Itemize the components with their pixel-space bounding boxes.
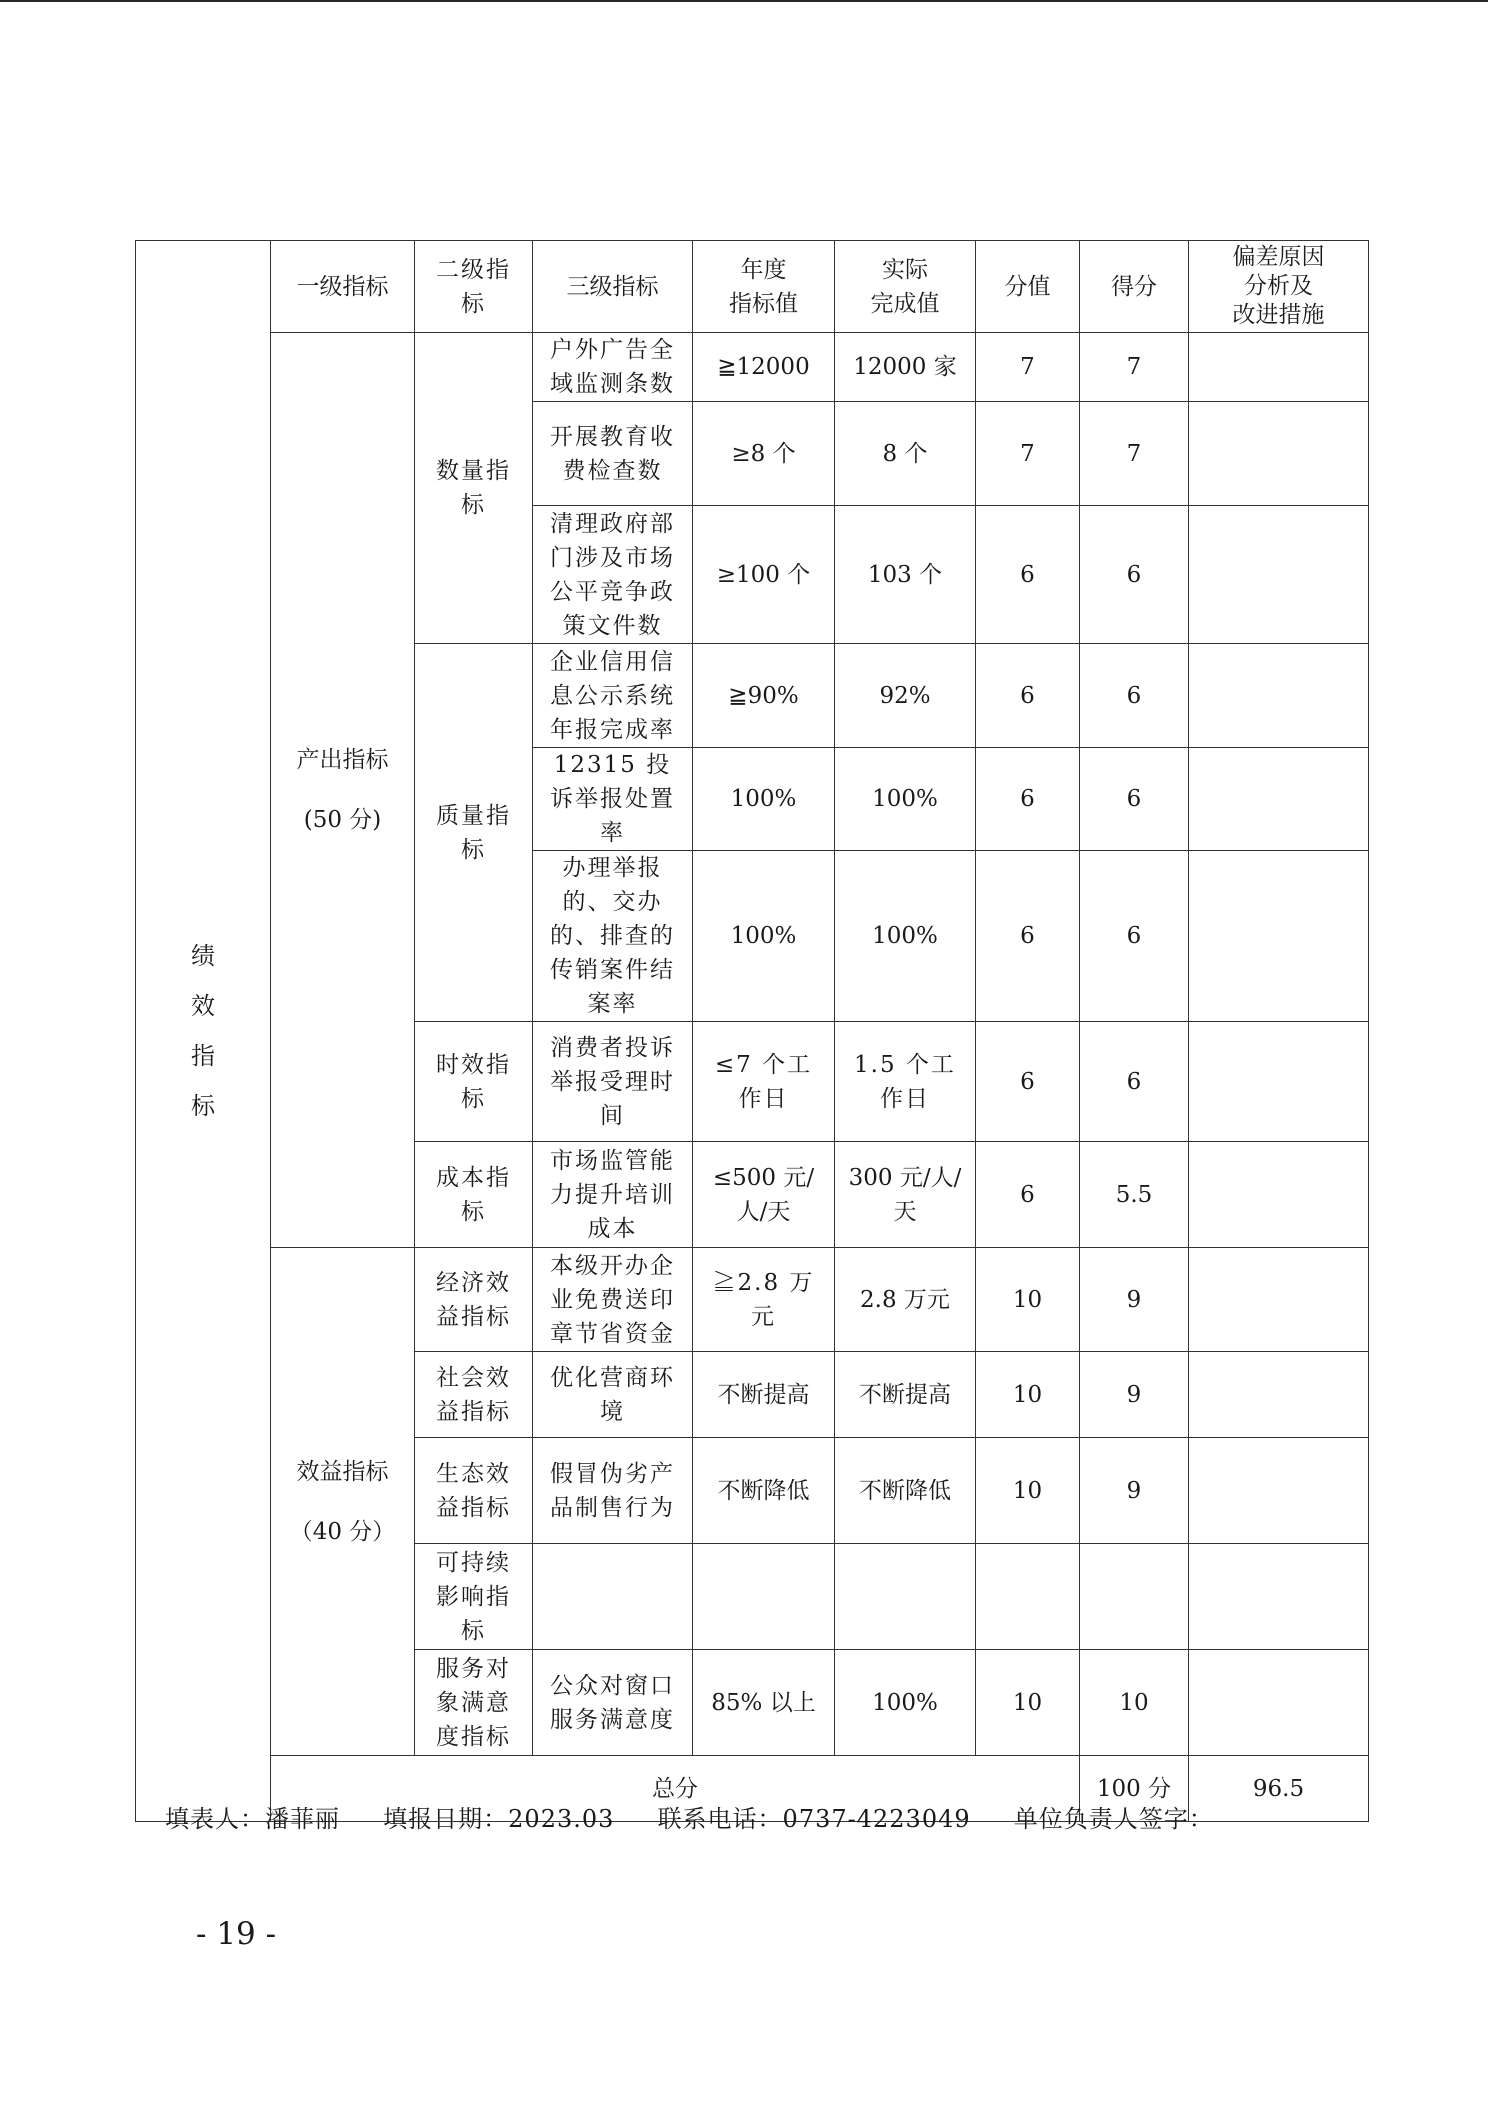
- score-cell: 6: [1080, 506, 1189, 644]
- target-cell: 不断降低: [693, 1438, 835, 1544]
- filler-name: 填表人：潘菲丽: [165, 1805, 340, 1833]
- actual-cell: 92%: [835, 644, 976, 748]
- points-cell: 6: [976, 748, 1080, 851]
- subgroup-satisfaction: 服务对象满意度指标: [415, 1650, 533, 1756]
- target-cell: ≧2.8 万元: [693, 1248, 835, 1352]
- header-points: 分值: [976, 241, 1080, 333]
- score-cell: 6: [1080, 851, 1189, 1022]
- performance-indicator-table: [135, 240, 1369, 1822]
- total-points: 100 分: [1080, 1756, 1189, 1822]
- note-cell: [1189, 1438, 1369, 1544]
- indicator-cell: 企业信用信息公示系统年报完成率: [533, 644, 693, 748]
- actual-cell: 100%: [835, 851, 976, 1022]
- subgroup-quality: 质量指标: [415, 644, 533, 1022]
- target-cell: ≧90%: [693, 644, 835, 748]
- note-cell: [1189, 402, 1369, 506]
- actual-cell: 1.5 个工作日: [835, 1022, 976, 1142]
- points-cell: 10: [976, 1248, 1080, 1352]
- actual-cell: 2.8 万元: [835, 1248, 976, 1352]
- subgroup-cost: 成本指标: [415, 1142, 533, 1248]
- target-cell: ≤7 个工作日: [693, 1022, 835, 1142]
- header-annual-target: 年度 指标值: [693, 241, 835, 333]
- note-cell: [1189, 1544, 1369, 1650]
- note-cell: [1189, 1142, 1369, 1248]
- note-cell: [1189, 333, 1369, 402]
- score-cell: 9: [1080, 1352, 1189, 1438]
- table-row: [136, 1248, 1369, 1352]
- actual-cell: 100%: [835, 748, 976, 851]
- header-actual: 实际 完成值: [835, 241, 976, 333]
- points-cell: 7: [976, 333, 1080, 402]
- target-cell: 85% 以上: [693, 1650, 835, 1756]
- target-cell: 100%: [693, 748, 835, 851]
- total-label: 总分: [271, 1756, 1080, 1822]
- target-cell: ≥8 个: [693, 402, 835, 506]
- actual-cell: 100%: [835, 1650, 976, 1756]
- points-cell: [976, 1544, 1080, 1650]
- header-level3: 三级指标: [533, 241, 693, 333]
- actual-cell: 8 个: [835, 402, 976, 506]
- points-cell: 6: [976, 506, 1080, 644]
- note-cell: [1189, 506, 1369, 644]
- category-label: 绩效指标: [191, 942, 215, 1120]
- actual-cell: 不断降低: [835, 1438, 976, 1544]
- score-cell: 9: [1080, 1248, 1189, 1352]
- indicator-cell: 消费者投诉举报受理时间: [533, 1022, 693, 1142]
- points-cell: 10: [976, 1650, 1080, 1756]
- actual-cell: 不断提高: [835, 1352, 976, 1438]
- points-cell: 6: [976, 851, 1080, 1022]
- form-footer: [165, 1799, 1214, 1834]
- note-cell: [1189, 1650, 1369, 1756]
- indicator-cell: 户外广告全域监测条数: [533, 333, 693, 402]
- group-label: 效益指标: [296, 1458, 389, 1485]
- note-cell: [1189, 748, 1369, 851]
- points-cell: 10: [976, 1352, 1080, 1438]
- score-cell: 10: [1080, 1650, 1189, 1756]
- score-cell: 7: [1080, 333, 1189, 402]
- subgroup-economic: 经济效益指标: [415, 1248, 533, 1352]
- score-cell: 5.5: [1080, 1142, 1189, 1248]
- points-cell: 6: [976, 1142, 1080, 1248]
- note-cell: [1189, 1022, 1369, 1142]
- header-level2: 二级指标: [415, 241, 533, 333]
- page-top-edge: [0, 0, 1488, 2]
- note-cell: [1189, 644, 1369, 748]
- points-cell: 10: [976, 1438, 1080, 1544]
- score-cell: [1080, 1544, 1189, 1650]
- points-cell: 7: [976, 402, 1080, 506]
- signature-label: 单位负责人签字：: [1013, 1805, 1214, 1833]
- note-cell: [1189, 1352, 1369, 1438]
- indicator-cell: 优化营商环境: [533, 1352, 693, 1438]
- header-score: 得分: [1080, 241, 1189, 333]
- target-cell: ≤500 元/人/天: [693, 1142, 835, 1248]
- target-cell: ≧12000: [693, 333, 835, 402]
- header-row: [136, 241, 1369, 333]
- actual-cell: 300 元/人/天: [835, 1142, 976, 1248]
- indicator-cell: 12315 投诉举报处置率: [533, 748, 693, 851]
- indicator-cell: 办理举报的、交办的、排查的传销案件结案率: [533, 851, 693, 1022]
- note-cell: [1189, 1248, 1369, 1352]
- indicator-cell: [533, 1544, 693, 1650]
- indicator-cell: 假冒伪劣产品制售行为: [533, 1438, 693, 1544]
- score-cell: 6: [1080, 1022, 1189, 1142]
- header-level1: 一级指标: [271, 241, 415, 333]
- actual-cell: 103 个: [835, 506, 976, 644]
- contact-phone: 联系电话：0737-4223049: [657, 1805, 971, 1833]
- target-cell: ≥100 个: [693, 506, 835, 644]
- subgroup-timeliness: 时效指标: [415, 1022, 533, 1142]
- score-cell: 9: [1080, 1438, 1189, 1544]
- actual-cell: 12000 家: [835, 333, 976, 402]
- indicator-cell: 本级开办企业免费送印章节省资金: [533, 1248, 693, 1352]
- group-label: 产出指标: [296, 747, 389, 773]
- header-deviation: 偏差原因 分析及 改进措施: [1189, 241, 1369, 333]
- category-cell: [136, 241, 271, 1822]
- group-output-cell: [271, 333, 415, 1248]
- points-cell: 6: [976, 1022, 1080, 1142]
- group-score: （40 分）: [289, 1518, 396, 1545]
- group-benefit-cell: [271, 1248, 415, 1756]
- table-row: [136, 333, 1369, 402]
- target-cell: 100%: [693, 851, 835, 1022]
- subgroup-social: 社会效益指标: [415, 1352, 533, 1438]
- target-cell: 不断提高: [693, 1352, 835, 1438]
- note-cell: [1189, 851, 1369, 1022]
- subgroup-ecological: 生态效益指标: [415, 1438, 533, 1544]
- points-cell: 6: [976, 644, 1080, 748]
- actual-cell: [835, 1544, 976, 1650]
- indicator-cell: 公众对窗口服务满意度: [533, 1650, 693, 1756]
- subgroup-quantity: 数量指标: [415, 333, 533, 644]
- indicator-cell: 开展教育收费检查数: [533, 402, 693, 506]
- target-cell: [693, 1544, 835, 1650]
- page-number: - 19 -: [196, 1916, 277, 1952]
- group-score: (50 分): [303, 807, 382, 833]
- score-cell: 6: [1080, 644, 1189, 748]
- indicator-cell: 清理政府部门涉及市场公平竞争政策文件数: [533, 506, 693, 644]
- indicator-cell: 市场监管能力提升培训成本: [533, 1142, 693, 1248]
- subgroup-sustainable: 可持续影响指标: [415, 1544, 533, 1650]
- total-score: 96.5: [1189, 1756, 1369, 1822]
- report-date: 填报日期：2023.03: [383, 1805, 615, 1833]
- score-cell: 6: [1080, 748, 1189, 851]
- score-cell: 7: [1080, 402, 1189, 506]
